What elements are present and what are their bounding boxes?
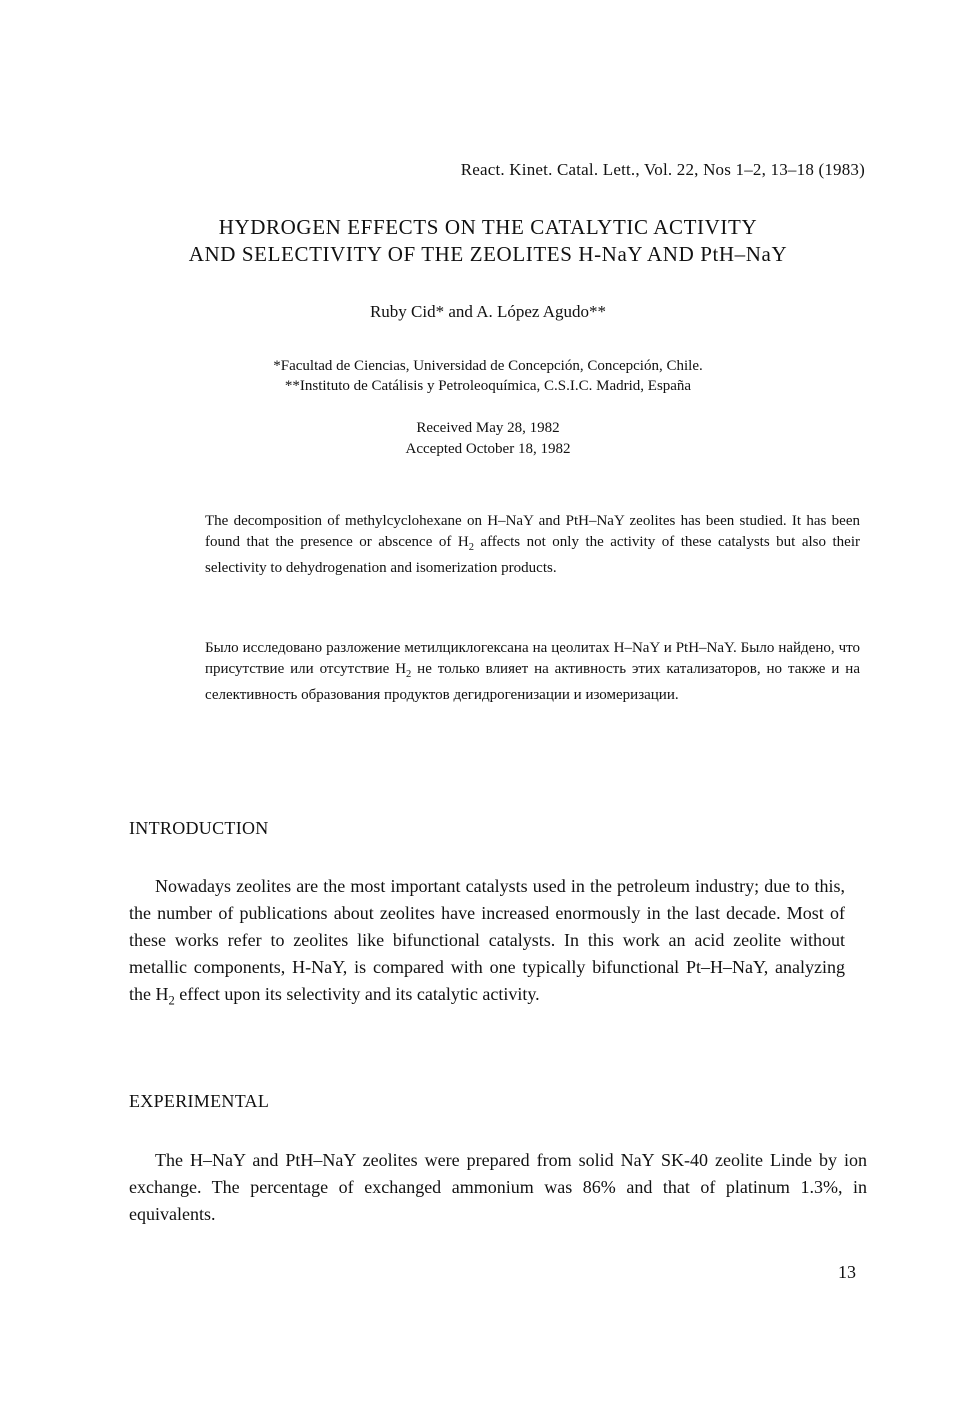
- abstract-en-text-2: affects not only the activity of these catalysts but also their selectivity to dehydrogenation and isomerization products.: [205, 534, 860, 576]
- experimental-paragraph: The H–NaY and PtH–NaY zeolites were prepared from solid NaY SK-40 zeolite Linde by ion exchange. The percentage of exchanged ammonium was 86% and that of platinum 1.3%, in equivalents.: [129, 1150, 867, 1224]
- abstract-ru-text-1: Было исследовано разложение метилциклогексана на цеолитах H–NaY и PtH–NaY. Было найдено, что присутствие или отсутствие H: [205, 640, 860, 677]
- authors: Ruby Cid* and A. López Agudo**: [369, 302, 607, 321]
- intro-subscript: 2: [168, 993, 175, 1008]
- abstract-ru-text-2: не только влияет на активность этих катализаторов, но также и на селективность образования продуктов дегидрогенизации и изомеризации.: [205, 661, 860, 703]
- intro-text-1: Nowadays zeolites are the most important catalysts used in the petroleum industry; due to this, the number of publications about zeolites have increased enormously in the last decade. Most of these works refer to zeolites like bifunctional catalysts. In this work an acid zeolite without metallic components, H-NaY, is compared with one typically bifunctional Pt–H–NaY, analyzing the H: [129, 876, 845, 1004]
- journal-citation: React. Kinet. Catal. Lett., Vol. 22, Nos 1–2, 13–18 (1983): [460, 160, 865, 179]
- title-line-2: AND SELECTIVITY OF THE ZEOLITES H-NaY AND PtH–NaY: [188, 242, 788, 266]
- abstract-en-subscript: 2: [468, 542, 474, 553]
- affiliation-2: **Instituto de Catálisis y Petroleoquímica, C.S.I.C. Madrid, España: [284, 378, 692, 394]
- abstract-russian: [205, 638, 860, 706]
- experimental-heading: EXPERIMENTAL: [129, 1091, 270, 1111]
- affiliation-1: *Facultad de Ciencias, Universidad de Concepción, Concepción, Chile.: [273, 358, 703, 374]
- affiliations: [0, 356, 976, 396]
- abstract-en-text-1: The decomposition of methylcyclohexane on H–NaY and PtH–NaY zeolites has been studied. It has been found that the presence or abscence of H: [205, 513, 860, 550]
- accepted-date: Accepted October 18, 1982: [405, 441, 571, 457]
- introduction-paragraph: [129, 873, 845, 1015]
- title-line-1: HYDROGEN EFFECTS ON THE CATALYTIC ACTIVITY: [218, 215, 758, 239]
- received-date: Received May 28, 1982: [416, 420, 560, 436]
- article-title: [0, 214, 976, 268]
- intro-text-2: effect upon its selectivity and its catalytic activity.: [174, 984, 540, 1004]
- abstract-ru-subscript: 2: [406, 669, 412, 680]
- page-number: 13: [838, 1262, 856, 1282]
- abstract-english: [205, 511, 860, 579]
- article-dates: [0, 418, 976, 460]
- introduction-heading: INTRODUCTION: [129, 818, 269, 838]
